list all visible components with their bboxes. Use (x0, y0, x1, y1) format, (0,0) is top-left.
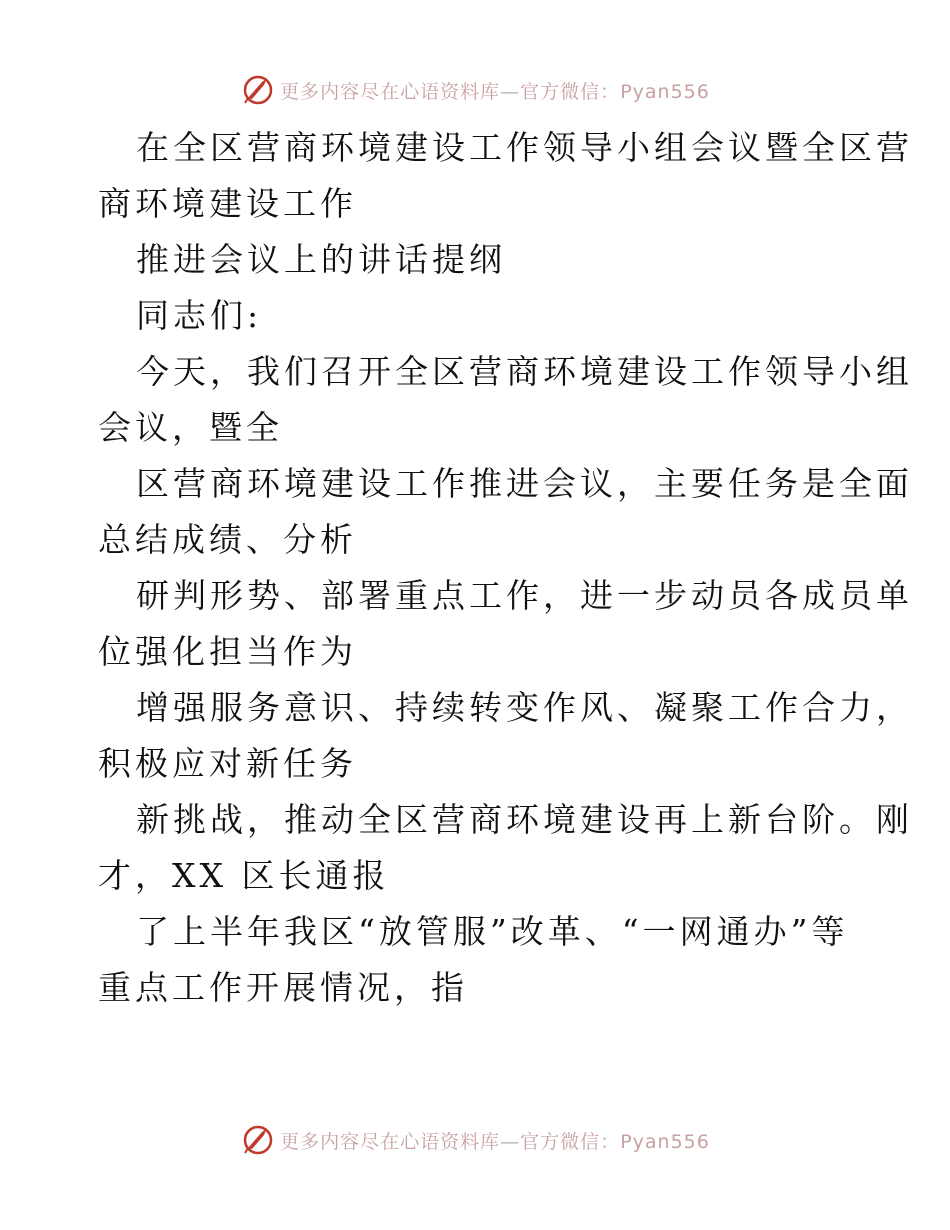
title-line-1: 在全区营商环境建设工作领导小组会议暨全区营 (136, 128, 913, 167)
wechat-id: Pyan556 (620, 1130, 710, 1153)
watermark-separator: — (500, 80, 521, 103)
paragraph-line: 会议，暨全 (98, 408, 283, 447)
footer-watermark (0, 1120, 950, 1160)
watermark-text: 更多内容尽在心语资料库 (280, 1130, 501, 1153)
header-watermark (0, 70, 950, 110)
paragraph-line: 总结成绩、分析 (98, 520, 357, 559)
title-line-2: 商环境建设工作 (98, 184, 357, 223)
paragraph-line: 才，XX 区长通报 (98, 856, 390, 895)
quill-logo-icon (240, 1122, 276, 1158)
paragraph-line: 位强化担当作为 (98, 632, 357, 671)
wechat-id: Pyan556 (620, 80, 710, 103)
paragraph-line: 增强服务意识、持续转变作风、凝聚工作合力， (136, 688, 913, 727)
subtitle-line: 推进会议上的讲话提纲 (136, 240, 506, 279)
paragraph-line: 重点工作开展情况，指 (98, 968, 468, 1007)
paragraph-line: 新挑战，推动全区营商环境建设再上新台阶。刚 (136, 800, 913, 839)
paragraph-line: 研判形势、部署重点工作，进一步动员各成员单 (136, 576, 913, 615)
salutation: 同志们: (136, 296, 263, 335)
paragraph-line: 区营商环境建设工作推进会议，主要任务是全面 (136, 464, 913, 503)
paragraph-line: 今天，我们召开全区营商环境建设工作领导小组 (136, 352, 913, 391)
paragraph-line: 了上半年我区“放管服”改革、“一网通办”等 (136, 912, 849, 951)
quill-logo-icon (240, 72, 276, 108)
watermark-separator: — (500, 1130, 521, 1153)
wechat-label: 官方微信： (520, 1130, 621, 1153)
document-body (98, 120, 913, 1016)
watermark-text: 更多内容尽在心语资料库 (280, 80, 501, 103)
wechat-label: 官方微信： (520, 80, 621, 103)
paragraph-line: 积极应对新任务 (98, 744, 357, 783)
